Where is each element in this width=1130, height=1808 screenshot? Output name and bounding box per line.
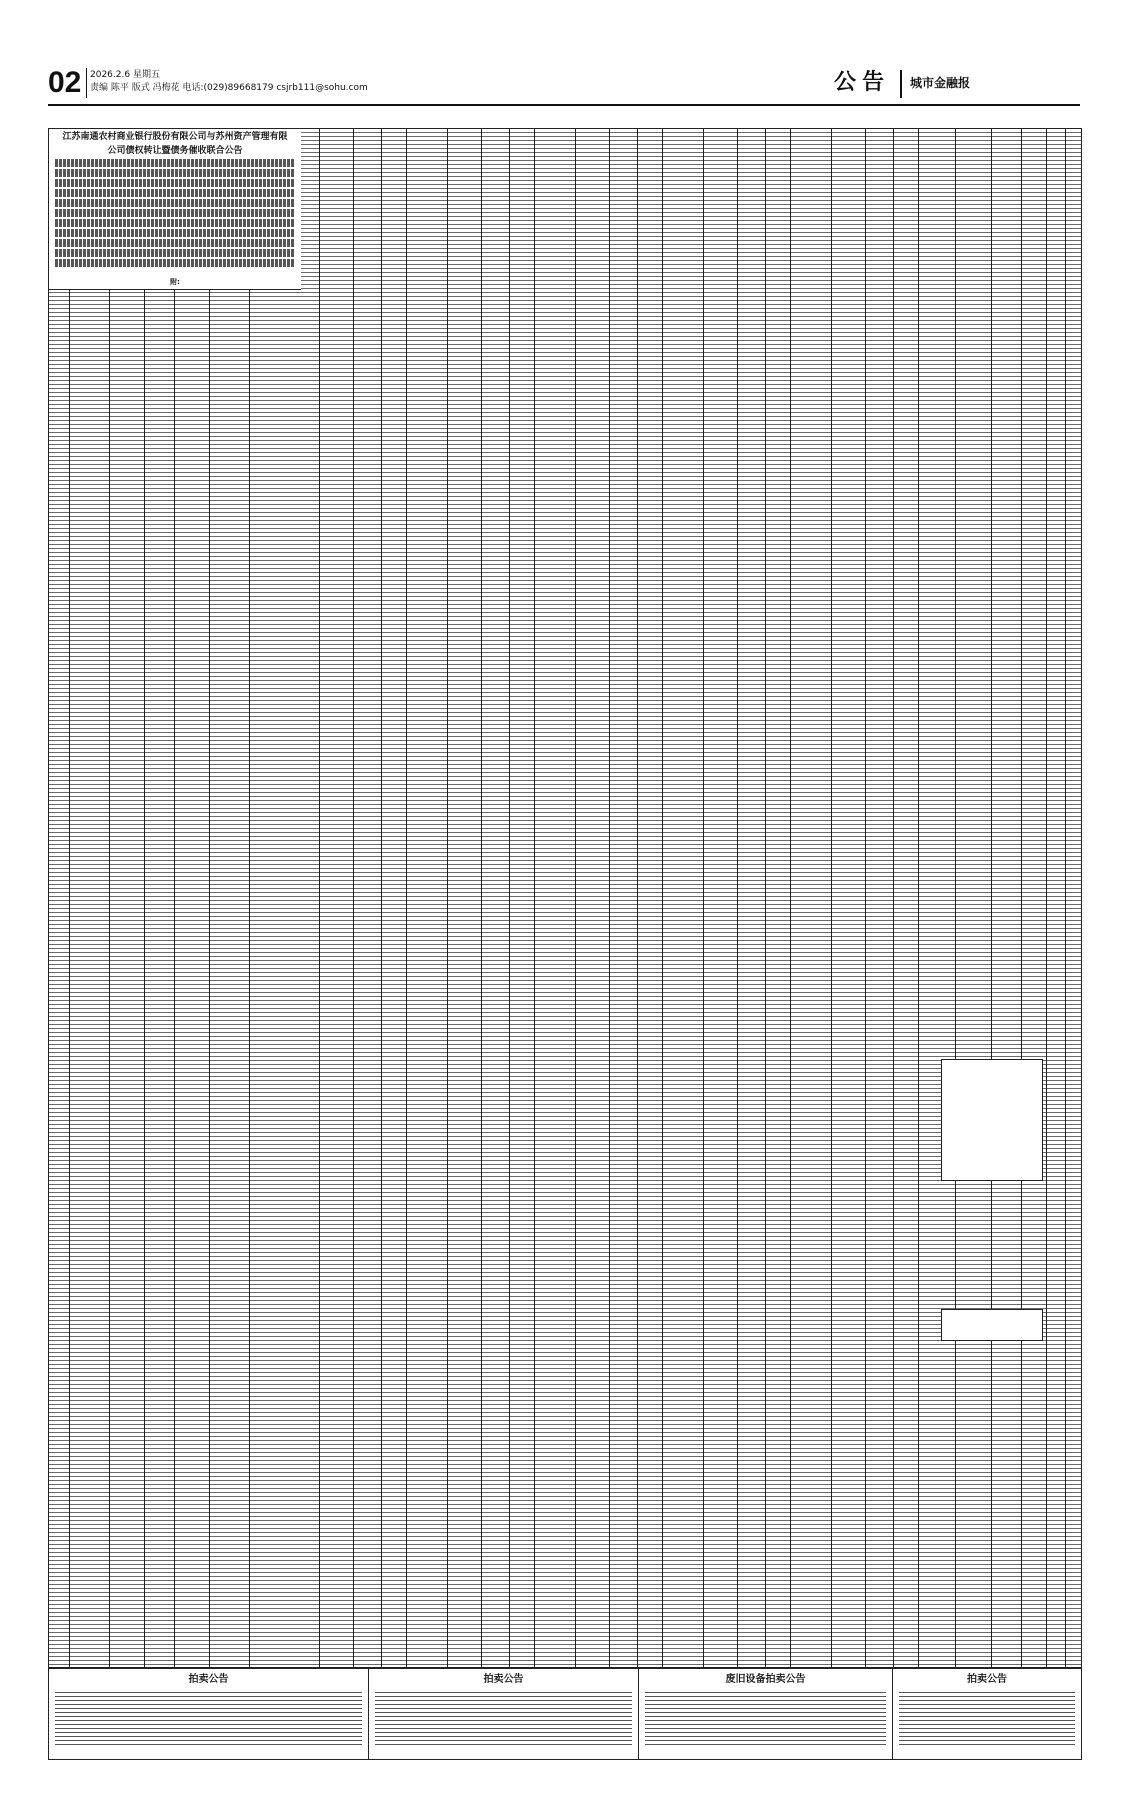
- auction-notice-2-title: 拍卖公告: [483, 1674, 524, 1685]
- column-4: [557, 129, 686, 1667]
- masthead: [48, 64, 1080, 106]
- column-1: [49, 129, 302, 1667]
- date-line: 2026.2.6 星期五: [90, 70, 160, 80]
- main-notice-title-2: 公司债权转让暨债务催收联合公告: [107, 146, 243, 156]
- section-separator: [900, 70, 902, 98]
- auction-notice-1: [49, 1669, 369, 1759]
- auction-notice-1-title: 拍卖公告: [188, 1674, 229, 1685]
- column-5: [685, 129, 814, 1667]
- table-summary-block: [941, 1059, 1043, 1181]
- editor-line: 责编 陈平 版式 冯梅花 电话:(029)89668179 csjrb111@sohu.com: [90, 83, 368, 93]
- equipment-auction-notice-title: 废旧设备拍卖公告: [725, 1674, 806, 1685]
- table-blank-block: [941, 1309, 1043, 1341]
- newspaper-brand: 城市金融报: [909, 76, 970, 90]
- main-notice-body: [55, 159, 295, 267]
- auction-notice-4: [893, 1669, 1081, 1759]
- main-notice-title-1: 江苏南通农村商业银行股份有限公司与苏州资产管理有限: [62, 132, 288, 142]
- masthead-meta: [90, 69, 368, 95]
- section-title: 公告: [833, 69, 890, 95]
- column-7: [941, 129, 1081, 1667]
- column-2: [301, 129, 430, 1667]
- auction-notice-2: [369, 1669, 639, 1759]
- masthead-divider: [86, 68, 87, 98]
- bottom-notices: [48, 1668, 1082, 1760]
- notice-table-area: [48, 128, 1082, 1668]
- auction-notice-4-title: 拍卖公告: [967, 1674, 1007, 1685]
- equipment-auction-notice: [639, 1669, 893, 1759]
- page-number: 02: [48, 66, 82, 99]
- main-notice-header: [49, 129, 301, 290]
- main-notice-subheading: 附:: [170, 278, 180, 286]
- column-6: [813, 129, 942, 1667]
- column-3: [429, 129, 558, 1667]
